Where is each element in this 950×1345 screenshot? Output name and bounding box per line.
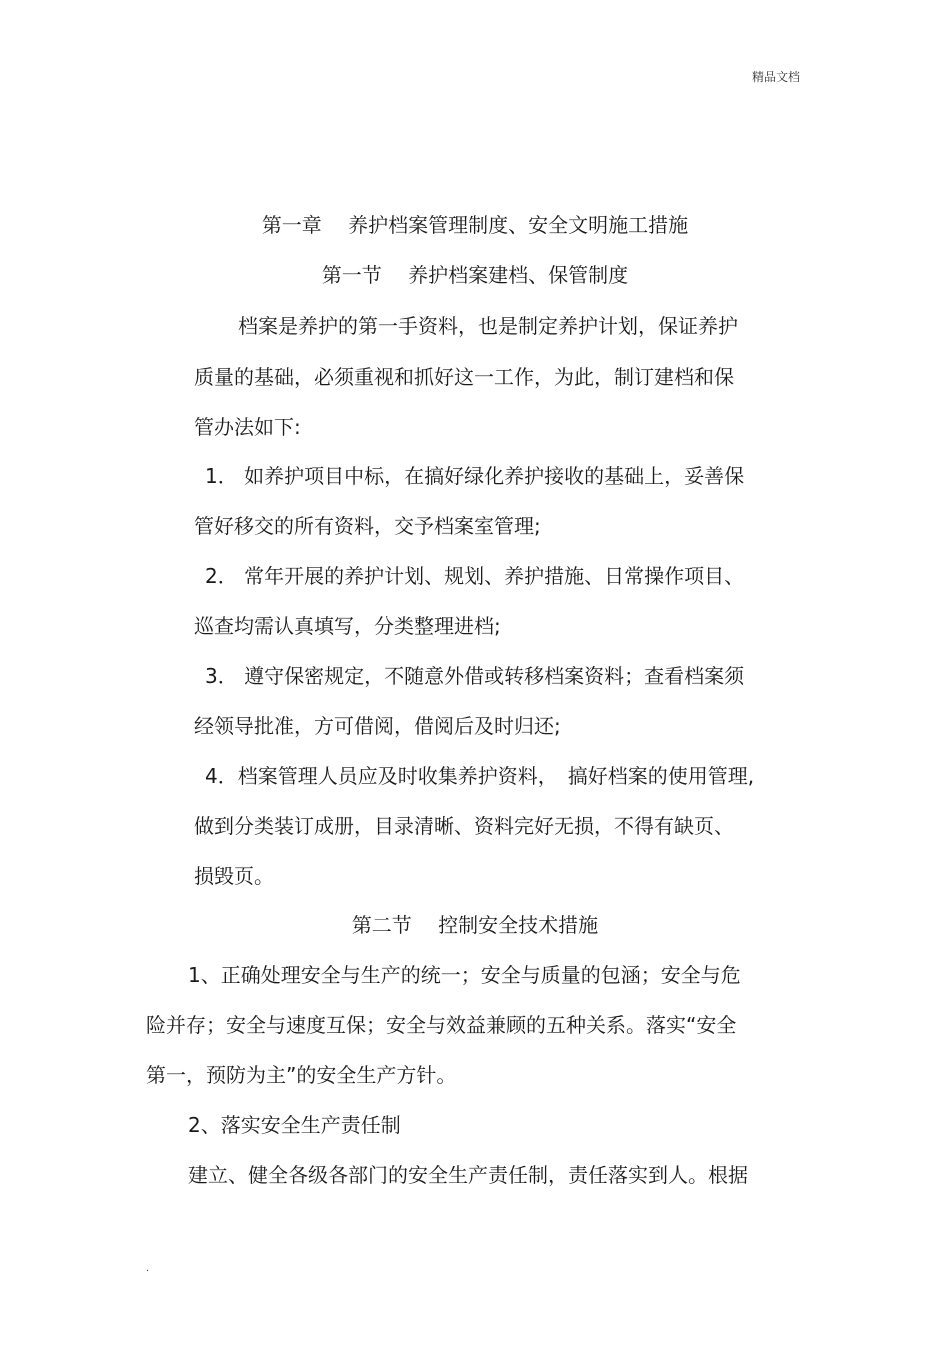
section-1-intro-line-1: 档案是养护的第一手资料，也是制定养护计划，保证养护 — [238, 314, 738, 338]
item-4-line-1: 4．档案管理人员应及时收集养护资料， 搞好档案的使用管理, — [205, 764, 755, 788]
header-tag: 精品文档 — [752, 70, 801, 84]
item-3-line-1: 3． 遵守保密规定，不随意外借或转移档案资料；查看档案须 — [205, 664, 745, 688]
footer-mark: . — [146, 1263, 150, 1274]
section-1-title: 第一节 养护档案建档、保管制度 — [321, 263, 629, 287]
section-2-p1-line-3: 第一，预防为主”的安全生产方针。 — [146, 1063, 457, 1087]
section-1-intro-line-3: 管办法如下: — [194, 415, 301, 439]
section-1-intro-line-2: 质量的基础，必须重视和抓好这一工作，为此，制订建档和保 — [194, 365, 734, 389]
section-2-title: 第二节 控制安全技术措施 — [351, 913, 599, 937]
chapter-title: 第一章 养护档案管理制度、安全文明施工措施 — [261, 213, 689, 237]
section-2-p1-line-2: 险并存；安全与速度互保；安全与效益兼顾的五种关系。落实“安全 — [146, 1013, 737, 1037]
item-4-line-3: 损毁页。 — [194, 864, 274, 888]
section-2-p3: 建立、健全各级各部门的安全生产责任制，责任落实到人。根据 — [188, 1163, 748, 1187]
item-1-line-2: 管好移交的所有资料，交予档案室管理; — [194, 514, 541, 538]
item-3-line-2: 经领导批准，方可借阅，借阅后及时归还; — [194, 714, 561, 738]
section-2-p1-line-1: 1、正确处理安全与生产的统一；安全与质量的包涵；安全与危 — [188, 963, 741, 987]
item-4-line-2: 做到分类装订成册，目录清晰、资料完好无损，不得有缺页、 — [194, 814, 734, 838]
item-1-line-1: 1． 如养护项目中标，在搞好绿化养护接收的基础上，妥善保 — [205, 464, 745, 488]
item-2-line-1: 2． 常年开展的养护计划、规划、养护措施、日常操作项目、 — [205, 564, 745, 588]
section-2-p2: 2、落实安全生产责任制 — [188, 1113, 401, 1137]
item-2-line-2: 巡查均需认真填写，分类整理进档; — [194, 614, 501, 638]
